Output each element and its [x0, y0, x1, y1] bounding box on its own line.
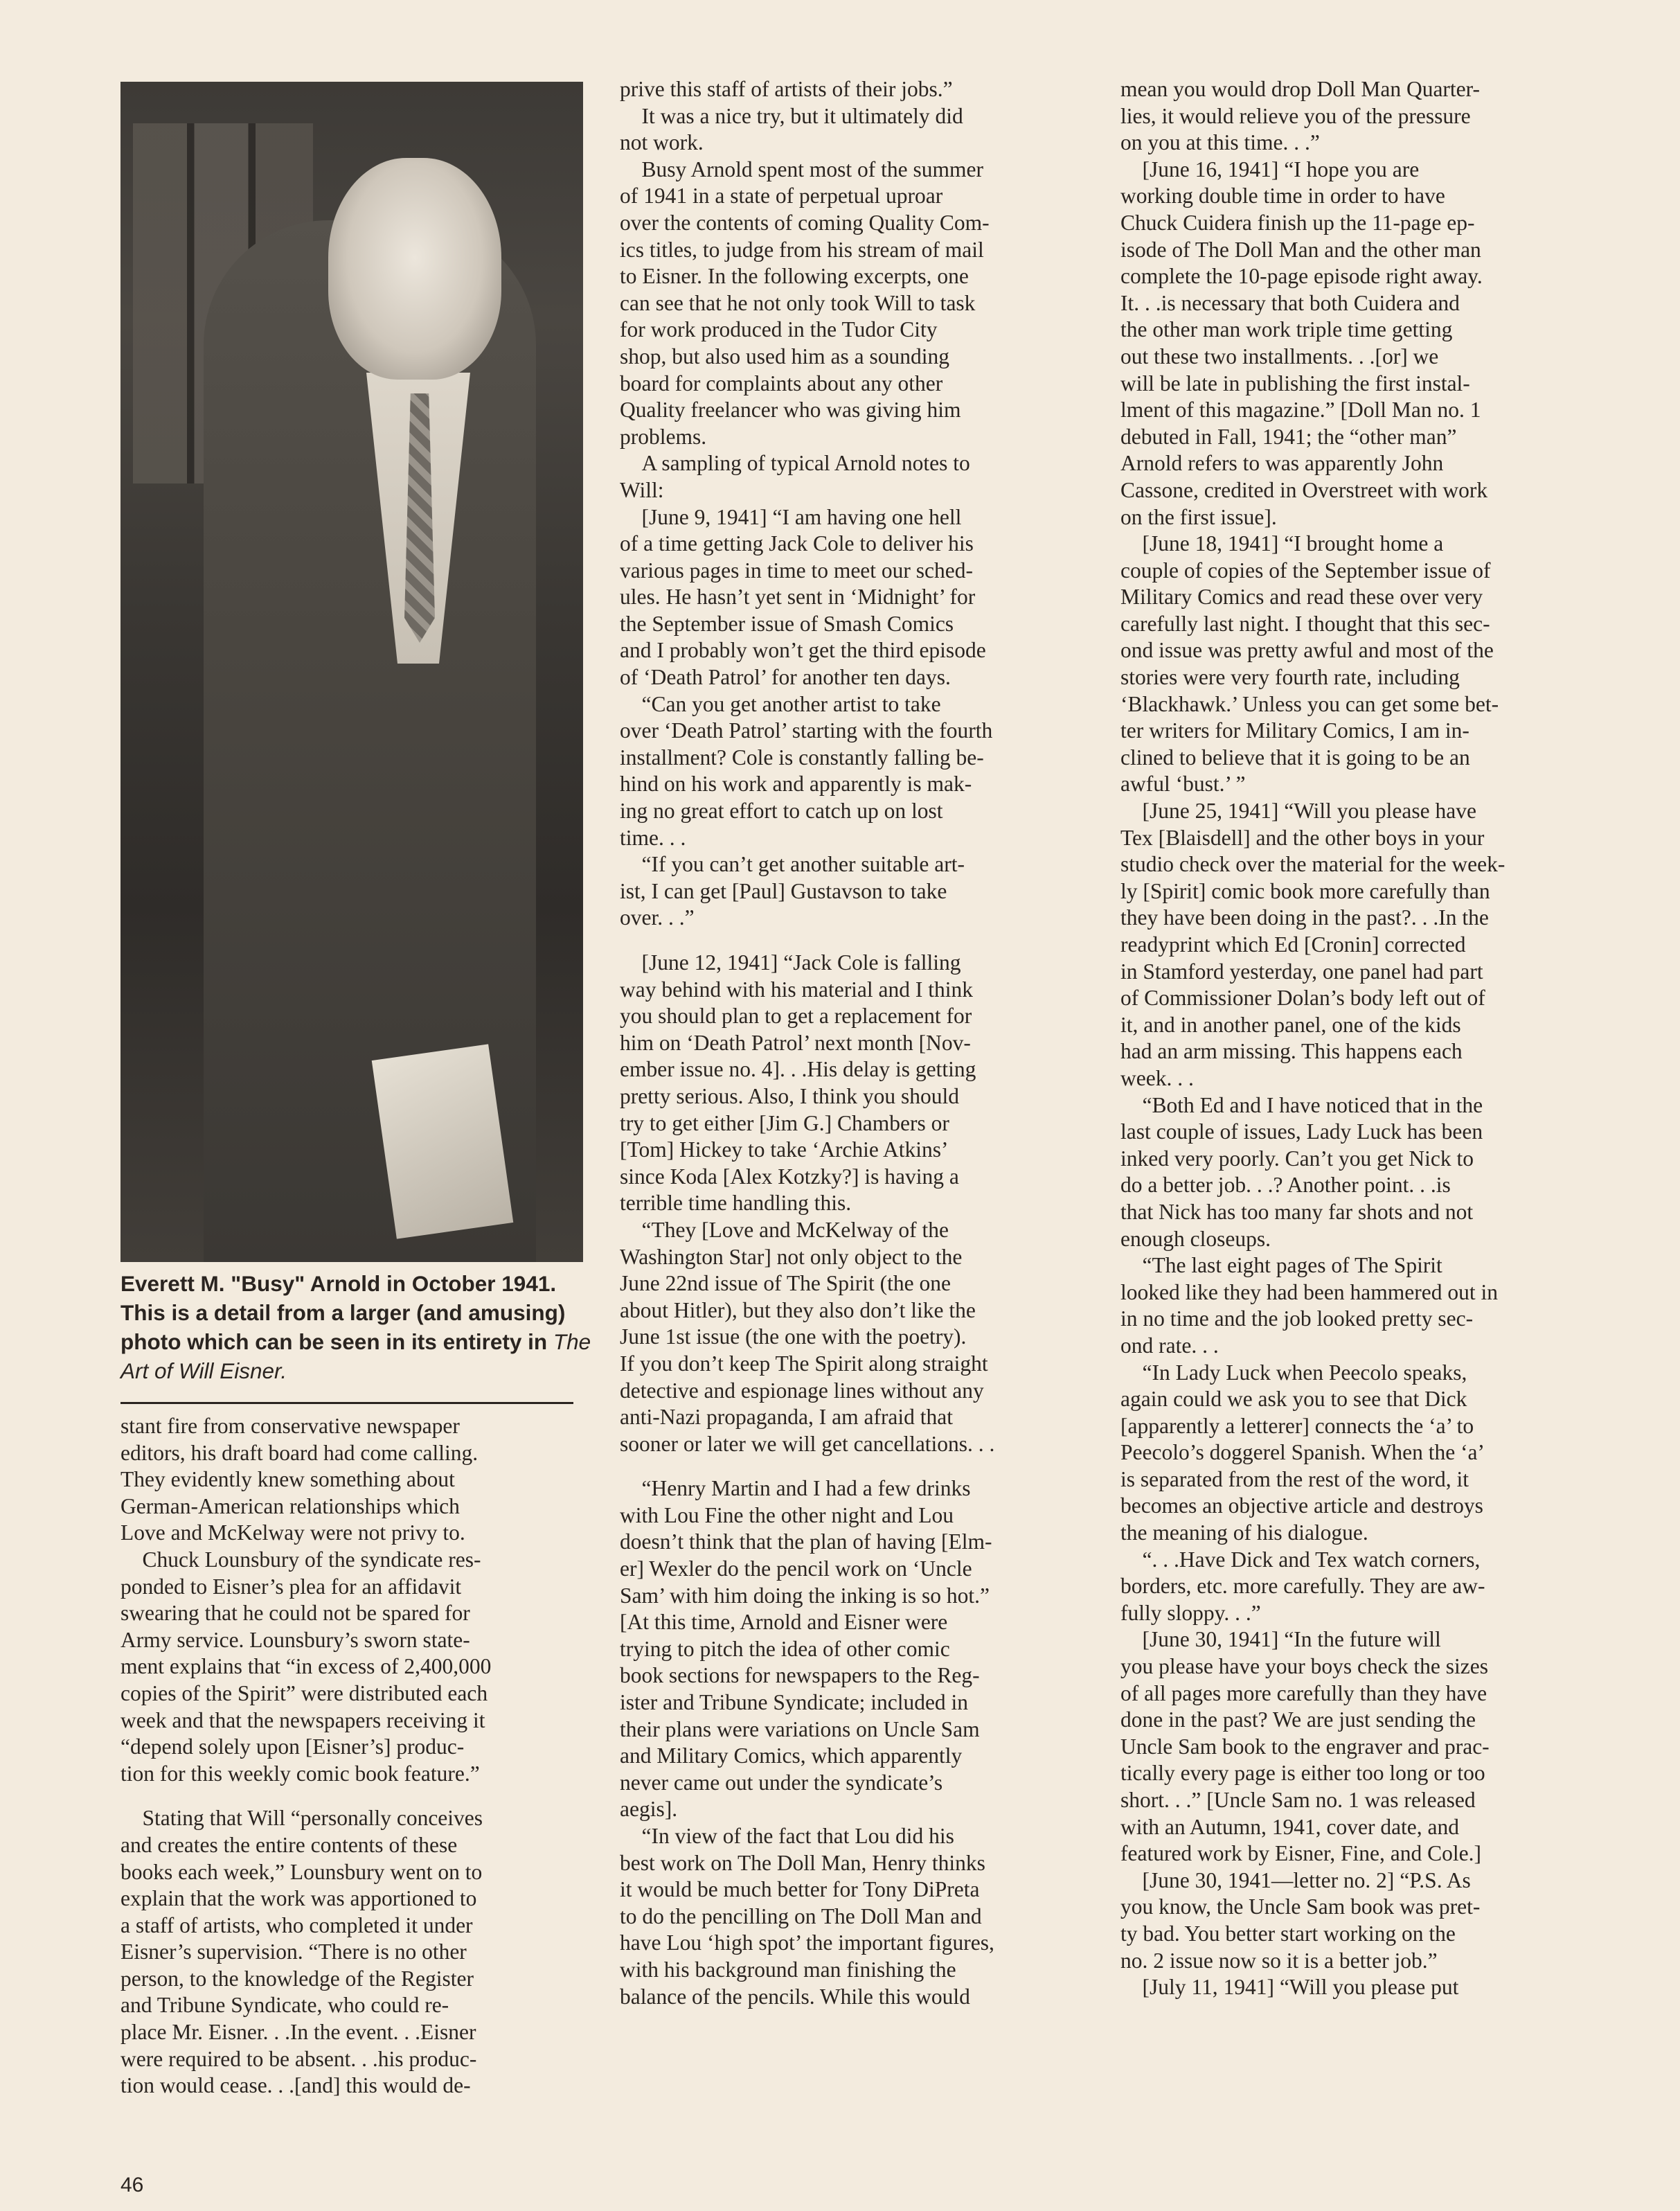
text-line: “depend solely upon [Eisner’s] produc- [120, 1734, 465, 1759]
text-line: Chuck Cuidera finish up the 11-page ep- [1120, 210, 1475, 235]
text-line: copies of the Spirit” were distributed each [120, 1680, 488, 1705]
text-line: explain that the work was apportioned to [120, 1886, 477, 1911]
text-line: Washington Star] not only object to the [620, 1244, 963, 1269]
text-line: Love and McKelway were not privy to. [120, 1520, 465, 1545]
text-line: short. . .” [Uncle Sam no. 1 was released [1120, 1788, 1476, 1812]
text-line: lment of this magazine.” [Doll Man no. 1 [1120, 398, 1481, 423]
text-line: “Both Ed and I have noticed that in the [1120, 1092, 1483, 1117]
text-line: on the first issue]. [1120, 504, 1277, 529]
text-line: ment explains that “in excess of 2,400,000 [120, 1654, 492, 1679]
text-line: done in the past? We are just sending the [1120, 1707, 1476, 1732]
text-line: [At this time, Arnold and Eisner were [620, 1610, 948, 1635]
text-line: ember issue no. 4]. . .His delay is getting [620, 1057, 976, 1082]
text-line: awful ‘bust.’ ” [1120, 772, 1246, 797]
text-line: If you don’t keep The Spirit along straight [620, 1351, 988, 1376]
text-line: [June 9, 1941] “I am having one hell [620, 504, 962, 529]
text-line: German-American relationships which [120, 1493, 460, 1518]
text-line: carefully last night. I thought that this sec- [1120, 611, 1490, 636]
text-line [620, 932, 994, 950]
caption-text: Everett M. "Busy" Arnold in October 1941. This is a detail from a larger (and amusing) photo which can be seen in its entirety in [120, 1271, 566, 1354]
text-line: of ‘Death Patrol’ for another ten days. [620, 665, 951, 690]
text-line: “In view of the fact that Lou did his [620, 1824, 954, 1848]
text-line: Cassone, credited in Overstreet with work [1120, 477, 1488, 502]
caption-rule [120, 1402, 573, 1404]
text-line: [Tom] Hickey to take ‘Archie Atkins’ [620, 1137, 949, 1162]
text-line: prive this staff of artists of their jobs.” [620, 77, 953, 101]
text-line: isode of The Doll Man and the other man [1120, 237, 1481, 262]
text-line: ly [Spirit] comic book more carefully than [1120, 878, 1490, 903]
text-line: try to get either [Jim G.] Chambers or [620, 1110, 949, 1135]
text-line: tically every page is either too long or too [1120, 1761, 1485, 1786]
text-line: inked very poorly. Can’t you get Nick to [1120, 1146, 1474, 1171]
caption-book-title: The Art of Will Eisner. [120, 1329, 591, 1383]
text-line: they have been doing in the past?. . .In the [1120, 905, 1489, 930]
text-line: hind on his work and apparently is mak- [620, 772, 972, 797]
text-line: were required to be absent. . .his produc- [120, 2046, 477, 2071]
text-line [620, 1457, 994, 1475]
text-line: June 22nd issue of The Spirit (the one [620, 1271, 951, 1296]
page-number: 46 [120, 2174, 144, 2196]
text-line: couple of copies of the September issue of [1120, 558, 1491, 583]
text-line: ond issue was pretty awful and most of the [1120, 638, 1494, 663]
text-line: will be late in publishing the first instal- [1120, 371, 1470, 396]
text-line: [June 12, 1941] “Jack Cole is falling [620, 950, 961, 975]
text-line: “. . .Have Dick and Tex watch corners, [1120, 1547, 1481, 1572]
text-line: Busy Arnold spent most of the summer [620, 157, 983, 181]
text-line: “They [Love and McKelway of the [620, 1217, 949, 1242]
text-line: becomes an objective article and destroys [1120, 1493, 1483, 1518]
text-line: pretty serious. Also, I think you should [620, 1083, 959, 1108]
text-line: various pages in time to meet our sched- [620, 558, 973, 583]
text-line: Eisner’s supervision. “There is no other [120, 1939, 467, 1964]
text-line: over ‘Death Patrol’ starting with the fourth [620, 718, 993, 743]
text-line: Military Comics and read these over very [1120, 585, 1483, 610]
text-line: shop, but also used him as a sounding [620, 344, 949, 368]
text-line: and Military Comics, which apparently [620, 1743, 963, 1768]
text-line: They evidently knew something about [120, 1467, 455, 1492]
text-line: on you at this time. . .” [1120, 130, 1320, 155]
text-line: him on ‘Death Patrol’ next month [Nov- [620, 1030, 971, 1055]
text-line: with his background man finishing the [620, 1957, 956, 1982]
text-line: never came out under the syndicate’s [620, 1770, 943, 1795]
text-line: detective and espionage lines without any [620, 1378, 984, 1403]
text-line: about Hitler), but they also don’t like the [620, 1297, 976, 1322]
text-line: ing no great effort to catch up on lost [620, 799, 943, 824]
text-line: week. . . [1120, 1065, 1194, 1090]
text-line: a staff of artists, who completed it under [120, 1912, 473, 1937]
text-line: It was a nice try, but it ultimately did [620, 103, 963, 128]
text-line: anti-Nazi propaganda, I am afraid that [620, 1405, 954, 1430]
text-line: “In Lady Luck when Peecolo speaks, [1120, 1360, 1467, 1385]
text-line: fully sloppy. . .” [1120, 1600, 1261, 1625]
text-column-3 [1120, 76, 1505, 2001]
text-line: tion would cease. . .[and] this would de- [120, 2073, 471, 2098]
text-line: sooner or later we will get cancellations. . . [620, 1431, 995, 1456]
text-line: to do the pencilling on The Doll Man and [620, 1903, 982, 1928]
text-line: no. 2 issue now so it is a better job.” [1120, 1948, 1438, 1973]
text-column-2 [620, 76, 994, 2010]
text-line: enough closeups. [1120, 1226, 1271, 1251]
text-line: books each week,” Lounsbury went on to [120, 1859, 483, 1884]
text-column-1 [120, 1413, 491, 2099]
text-line: “If you can’t get another suitable art- [620, 852, 965, 877]
text-line: of all pages more carefully than they have [1120, 1680, 1487, 1705]
text-line: trying to pitch the idea of other comic [620, 1636, 950, 1661]
text-line: week and that the newspapers receiving it [120, 1707, 485, 1732]
text-line: er] Wexler do the pencil work on ‘Uncle [620, 1556, 972, 1581]
text-line: balance of the pencils. While this would [620, 1984, 970, 2009]
text-line: have Lou ‘high spot’ the important figures, [620, 1930, 994, 1955]
text-line: with an Autumn, 1941, cover date, and [1120, 1814, 1460, 1839]
text-line: you please have your boys check the sizes [1120, 1654, 1488, 1679]
text-line: installment? Cole is constantly falling be- [620, 745, 984, 770]
text-line: “The last eight pages of The Spirit [1120, 1253, 1442, 1278]
text-line: out these two installments. . .[or] we [1120, 344, 1439, 368]
text-line: last couple of issues, Lady Luck has been [1120, 1119, 1483, 1144]
text-line: over the contents of coming Quality Com- [620, 210, 990, 235]
text-line: the other man work triple time getting [1120, 317, 1453, 342]
text-line: stant fire from conservative newspaper [120, 1414, 460, 1438]
text-line: readyprint which Ed [Cronin] corrected [1120, 932, 1466, 957]
text-line: ty bad. You better start working on the [1120, 1921, 1456, 1946]
text-line: in Stamford yesterday, one panel had part [1120, 959, 1483, 984]
text-line: ponded to Eisner’s plea for an affidavit [120, 1574, 462, 1599]
text-line: mean you would drop Doll Man Quarter- [1120, 77, 1480, 101]
text-line: since Koda [Alex Kotzky?] is having a [620, 1164, 959, 1189]
text-line: ules. He hasn’t yet sent in ‘Midnight’ for [620, 585, 976, 610]
text-line: “Can you get another artist to take [620, 691, 941, 716]
text-line: terrible time handling this. [620, 1191, 852, 1216]
text-line: ter writers for Military Comics, I am in- [1120, 718, 1469, 743]
text-line: debuted in Fall, 1941; the “other man” [1120, 424, 1457, 449]
text-line: Peecolo’s doggerel Spanish. When the ‘a’ [1120, 1440, 1485, 1465]
text-line: [June 25, 1941] “Will you please have [1120, 799, 1476, 824]
text-line: it, and in another panel, one of the kids [1120, 1012, 1461, 1037]
text-line: Quality freelancer who was giving him [620, 398, 961, 423]
text-line: you should plan to get a replacement for [620, 1004, 972, 1029]
text-line: [June 18, 1941] “I brought home a [1120, 531, 1444, 556]
text-line: “Henry Martin and I had a few drinks [620, 1476, 971, 1501]
text-line: featured work by Eisner, Fine, and Cole.] [1120, 1841, 1481, 1866]
text-line: complete the 10-page episode right away. [1120, 264, 1483, 289]
text-line: Chuck Lounsbury of the syndicate res- [120, 1547, 481, 1572]
photo-caption [120, 1269, 605, 1385]
text-line: with Lou Fine the other night and Lou [620, 1502, 954, 1527]
text-line: place Mr. Eisner. . .In the event. . .Eisner [120, 2020, 476, 2045]
text-line: not work. [620, 130, 704, 155]
text-line: and Tribune Syndicate, who could re- [120, 1993, 449, 2018]
text-line: aegis]. [620, 1797, 678, 1822]
text-line: in no time and the job looked pretty sec- [1120, 1306, 1474, 1331]
text-line: that Nick has too many far shots and not [1120, 1199, 1474, 1224]
text-line: can see that he not only took Will to task [620, 290, 976, 315]
text-line: A sampling of typical Arnold notes to [620, 451, 970, 476]
text-line: It. . .is necessary that both Cuidera and [1120, 290, 1460, 315]
text-line: for work produced in the Tudor City [620, 317, 938, 342]
text-line: ister and Tribune Syndicate; included in [620, 1690, 969, 1715]
text-line: board for complaints about any other [620, 371, 943, 396]
text-line: do a better job. . .? Another point. . .is [1120, 1173, 1451, 1198]
text-line: is separated from the rest of the word, it [1120, 1466, 1469, 1491]
text-line: ist, I can get [Paul] Gustavson to take [620, 878, 947, 903]
photo-paper [372, 1044, 514, 1238]
text-line: doesn’t think that the plan of having [Elm- [620, 1529, 992, 1554]
text-line: looked like they had been hammered out in [1120, 1279, 1498, 1304]
photo-face [328, 158, 501, 380]
text-line: tion for this weekly comic book feature.” [120, 1761, 480, 1786]
text-line: it would be much better for Tony DiPreta [620, 1877, 980, 1902]
text-line: best work on The Doll Man, Henry thinks [620, 1850, 985, 1875]
text-line: and I probably won’t get the third episode [620, 638, 986, 663]
text-line: ond rate. . . [1120, 1333, 1219, 1358]
text-line: borders, etc. more carefully. They are aw- [1120, 1574, 1485, 1599]
text-line: the September issue of Smash Comics [620, 611, 954, 636]
text-line: person, to the knowledge of the Register [120, 1966, 474, 1991]
text-line: editors, his draft board had come calling. [120, 1440, 479, 1465]
text-line: time. . . [620, 825, 686, 850]
text-line: Stating that Will “personally conceives [120, 1806, 483, 1831]
text-line: book sections for newspapers to the Reg- [620, 1663, 980, 1688]
text-line: [June 30, 1941] “In the future will [1120, 1627, 1441, 1652]
text-line: and creates the entire contents of these [120, 1832, 458, 1857]
text-line [120, 1787, 491, 1805]
arnold-photo [120, 82, 583, 1262]
text-line: Sam’ with him doing the inking is so hot.” [620, 1583, 990, 1608]
text-line: swearing that he could not be spared for [120, 1601, 470, 1626]
text-line: clined to believe that it is going to be an [1120, 745, 1470, 770]
text-line: the meaning of his dialogue. [1120, 1520, 1368, 1545]
text-line: you know, the Uncle Sam book was pret- [1120, 1894, 1481, 1919]
text-line: Army service. Lounsbury’s sworn state- [120, 1627, 470, 1652]
text-line: their plans were variations on Uncle Sam [620, 1716, 980, 1741]
text-line: [June 30, 1941—letter no. 2] “P.S. As [1120, 1867, 1471, 1892]
text-line: ics titles, to judge from his stream of mail [620, 237, 984, 262]
text-line: to Eisner. In the following excerpts, one [620, 264, 969, 289]
text-line: June 1st issue (the one with the poetry). [620, 1324, 967, 1349]
text-line: over. . .” [620, 905, 695, 930]
text-line: way behind with his material and I think [620, 977, 974, 1002]
text-line: [June 16, 1941] “I hope you are [1120, 157, 1420, 181]
text-line: of a time getting Jack Cole to deliver his [620, 531, 974, 556]
text-line: Tex [Blaisdell] and the other boys in your [1120, 825, 1485, 850]
text-line: problems. [620, 424, 707, 449]
text-line: again could we ask you to see that Dick [1120, 1387, 1467, 1412]
text-line: Will: [620, 477, 664, 502]
text-line: Arnold refers to was apparently John [1120, 451, 1444, 476]
text-line: of 1941 in a state of perpetual uproar [620, 184, 943, 208]
text-line: studio check over the material for the week- [1120, 852, 1505, 877]
text-line: of Commissioner Dolan’s body left out of [1120, 986, 1485, 1011]
text-line: lies, it would relieve you of the pressure [1120, 103, 1471, 128]
text-line: [July 11, 1941] “Will you please put [1120, 1975, 1459, 2000]
text-line: working double time in order to have [1120, 184, 1445, 208]
text-line: [apparently a letterer] connects the ‘a’ to [1120, 1413, 1474, 1438]
text-line: stories were very fourth rate, including [1120, 665, 1460, 690]
text-line: had an arm missing. This happens each [1120, 1039, 1463, 1064]
text-line: ‘Blackhawk.’ Unless you can get some bet- [1120, 691, 1499, 716]
text-line: Uncle Sam book to the engraver and prac- [1120, 1734, 1490, 1759]
